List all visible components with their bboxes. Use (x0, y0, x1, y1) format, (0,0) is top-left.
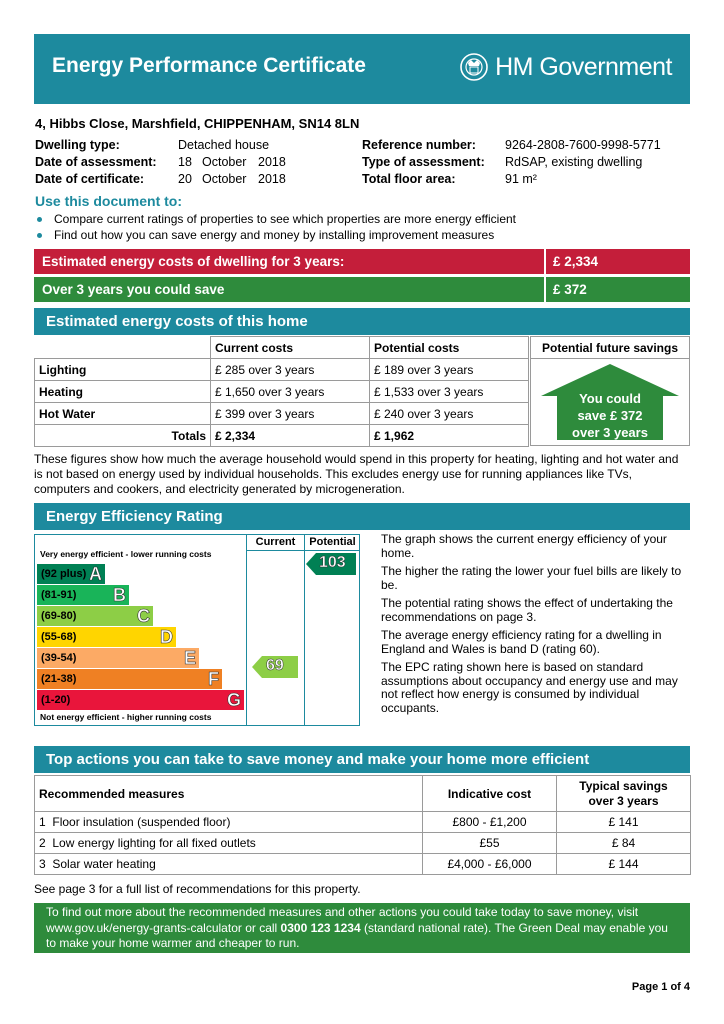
table-row (35, 359, 529, 381)
rating-band-g (37, 690, 244, 710)
band-range: (39-54) (41, 652, 77, 664)
measure-number: 2 (39, 836, 46, 850)
savings-line-3: over 3 years (572, 425, 648, 440)
bar-divider (544, 277, 546, 302)
info-phone: 0300 123 1234 (280, 920, 361, 935)
gov-brand-text: HM Government (495, 52, 672, 81)
savings-line-2: save £ 372 (577, 408, 643, 423)
costs-section-header (34, 308, 690, 335)
potential-cost-cell: £ 240 over 3 years (370, 403, 529, 425)
potential-savings-bar (34, 277, 690, 302)
use-document-list (35, 211, 516, 243)
estimated-costs-label: Estimated energy costs of dwelling for 3 years: (42, 254, 345, 269)
page-number: Page 1 of 4 (631, 981, 690, 993)
info-text: To find out more about the recommended measures and other actions you could take today to save money, visit www.gov.uk/energy-grants-calculator or call (46, 905, 639, 935)
floor-area-label: Total floor area: (362, 172, 456, 186)
savings-header (557, 776, 691, 812)
blank-header (35, 337, 211, 359)
dwelling-type-label: Dwelling type: (35, 138, 120, 152)
use-document-title: Use this document to: (35, 193, 183, 209)
costs-section-title: Estimated energy costs of this home (46, 313, 308, 330)
measure-number: 1 (39, 815, 46, 829)
rating-band-c (37, 606, 153, 626)
band-range: (21-38) (41, 673, 77, 685)
measure-name: Floor insulation (suspended floor) (52, 815, 231, 829)
band-letter: E (183, 648, 196, 668)
measure-cell (35, 833, 423, 854)
saving-cell: £ 84 (557, 833, 691, 854)
actions-section-header (34, 746, 690, 773)
band-letter: F (208, 669, 219, 689)
floor-area-value: 91 m² (505, 172, 537, 186)
cost-cell: £4,000 - £6,000 (423, 854, 557, 875)
list-item: Compare current ratings of properties to see which properties are more energy efficient (35, 211, 516, 227)
potential-cost-cell: £ 1,533 over 3 years (370, 381, 529, 403)
reference-label: Reference number: (362, 138, 476, 152)
band-range: (92 plus) (41, 568, 87, 580)
potential-savings-value: £ 372 (553, 282, 587, 297)
info-text-continued: (standard national rate). The Green Deal may enable you to make your home warmer and cheaper to run. (46, 920, 668, 950)
bottom-efficiency-note: Not energy efficient - higher running costs (40, 712, 212, 722)
rating-band-d (37, 627, 176, 647)
potential-column-divider (304, 534, 305, 726)
measure-number: 3 (39, 857, 46, 871)
current-column-divider (246, 534, 247, 726)
band-letter: A (89, 564, 102, 584)
table-row (35, 812, 691, 833)
cost-cell: £55 (423, 833, 557, 854)
measure-cell (35, 812, 423, 833)
page-title: Energy Performance Certificate (52, 54, 366, 77)
potential-column-header: Potential (309, 536, 356, 548)
totals-row (35, 425, 529, 447)
band-range: (81-91) (41, 589, 77, 601)
rating-note: The graph shows the current energy efficiency of your home. (381, 532, 667, 560)
rating-band-f (37, 669, 222, 689)
certificate-header (34, 34, 690, 104)
row-label: Lighting (35, 359, 211, 381)
header-divider (246, 550, 360, 551)
saving-cell: £ 144 (557, 854, 691, 875)
row-label: Heating (35, 381, 211, 403)
date-assessment-day: 18 (178, 155, 192, 169)
row-label: Hot Water (35, 403, 211, 425)
rating-note: The potential rating shows the effect of undertaking the recommendations on page 3. (381, 596, 673, 624)
table-row (35, 833, 691, 854)
measure-name: Low energy lighting for all fixed outlets (52, 836, 256, 850)
property-address: 4, Hibbs Close, Marshfield, CHIPPENHAM, SN14 8LN (35, 116, 360, 131)
potential-savings-box (530, 336, 690, 446)
rating-notes (381, 533, 689, 715)
band-letter: B (113, 585, 126, 605)
energy-rating-chart (34, 534, 364, 726)
savings-header-line-2: over 3 years (588, 793, 659, 808)
date-certificate-label: Date of certificate: (35, 172, 145, 186)
current-cost-cell: £ 1,650 over 3 years (211, 381, 370, 403)
current-cost-cell: £ 399 over 3 years (211, 403, 370, 425)
savings-header-line-1: Typical savings (579, 778, 668, 793)
band-range: (55-68) (41, 631, 77, 643)
rating-note: The higher the rating the lower your fuel bills are likely to be. (381, 564, 682, 592)
rating-band-a (37, 564, 105, 584)
type-assessment-value: RdSAP, existing dwelling (505, 155, 643, 169)
potential-rating-value: 103 (319, 554, 346, 571)
savings-text (531, 390, 689, 441)
savings-line-1: You could (579, 391, 641, 406)
measure-name: Solar water heating (52, 857, 156, 871)
rating-note: The average energy efficiency rating for a dwelling in England and Wales is band D (rating 60). (381, 628, 662, 656)
potential-future-savings-header: Potential future savings (530, 336, 690, 359)
dwelling-type-value: Detached house (178, 138, 270, 152)
rating-section-title: Energy Efficiency Rating (46, 508, 223, 525)
potential-costs-header: Potential costs (370, 337, 529, 359)
cost-header: Indicative cost (423, 776, 557, 812)
current-cost-cell: £ 285 over 3 years (211, 359, 370, 381)
band-letter: D (160, 627, 173, 647)
current-column-header: Current (255, 536, 296, 548)
date-assessment-year: 2018 (258, 155, 286, 169)
totals-label: Totals (35, 425, 211, 447)
rating-band-e (37, 648, 199, 668)
potential-cost-cell: £ 189 over 3 years (370, 359, 529, 381)
date-assessment-month: October (202, 155, 247, 169)
band-range: (69-80) (41, 610, 77, 622)
see-page-note: See page 3 for a full list of recommendations for this property. (34, 882, 361, 896)
costs-explanation: These figures show how much the average household would spend in this property for heating, lighting and hot water and is not based on energy used by individual households. This excludes energy use for running appliances like TVs, computers and cookers, and electricity generated by microgeneration. (34, 452, 679, 496)
bar-divider (544, 249, 546, 274)
type-assessment-label: Type of assessment: (362, 155, 485, 169)
royal-crest-icon (459, 52, 489, 82)
recommendations-table (34, 775, 691, 875)
table-row (35, 403, 529, 425)
totals-current: £ 2,334 (211, 425, 370, 447)
rating-section-header (34, 503, 690, 530)
rating-note: The EPC rating shown here is based on standard assumptions about occupancy and energy use and may not reflect how energy is consumed by individual occupants. (381, 660, 678, 715)
table-row (35, 854, 691, 875)
date-certificate-month: October (202, 172, 247, 186)
list-item: Find out how you can save energy and money by installing improvement measures (35, 227, 516, 243)
reference-value: 9264-2808-7600-9998-5771 (505, 138, 661, 152)
more-info-box (34, 903, 690, 953)
savings-panel (530, 358, 690, 446)
totals-potential: £ 1,962 (370, 425, 529, 447)
current-costs-header: Current costs (211, 337, 370, 359)
bullet-dot-icon (37, 217, 42, 222)
date-certificate-year: 2018 (258, 172, 286, 186)
rating-band-b (37, 585, 129, 605)
measure-cell (35, 854, 423, 875)
date-certificate-day: 20 (178, 172, 192, 186)
date-assessment-label: Date of assessment: (35, 155, 157, 169)
potential-savings-label: Over 3 years you could save (42, 282, 225, 297)
measures-header: Recommended measures (35, 776, 423, 812)
actions-section-title: Top actions you can take to save money and make your home more efficient (46, 751, 590, 768)
band-letter: C (137, 606, 150, 626)
hm-government-logo (459, 50, 672, 84)
band-range: (1-20) (41, 694, 71, 706)
table-row (35, 381, 529, 403)
current-rating-value: 69 (266, 657, 284, 674)
bullet-dot-icon (37, 233, 42, 238)
top-efficiency-note: Very energy efficient - lower running costs (40, 549, 212, 559)
band-letter: G (226, 690, 241, 710)
table-header-row (35, 776, 691, 812)
energy-costs-table (34, 336, 529, 447)
table-header-row (35, 337, 529, 359)
estimated-costs-value: £ 2,334 (553, 254, 599, 269)
estimated-costs-bar (34, 249, 690, 274)
cost-cell: £800 - £1,200 (423, 812, 557, 833)
saving-cell: £ 141 (557, 812, 691, 833)
